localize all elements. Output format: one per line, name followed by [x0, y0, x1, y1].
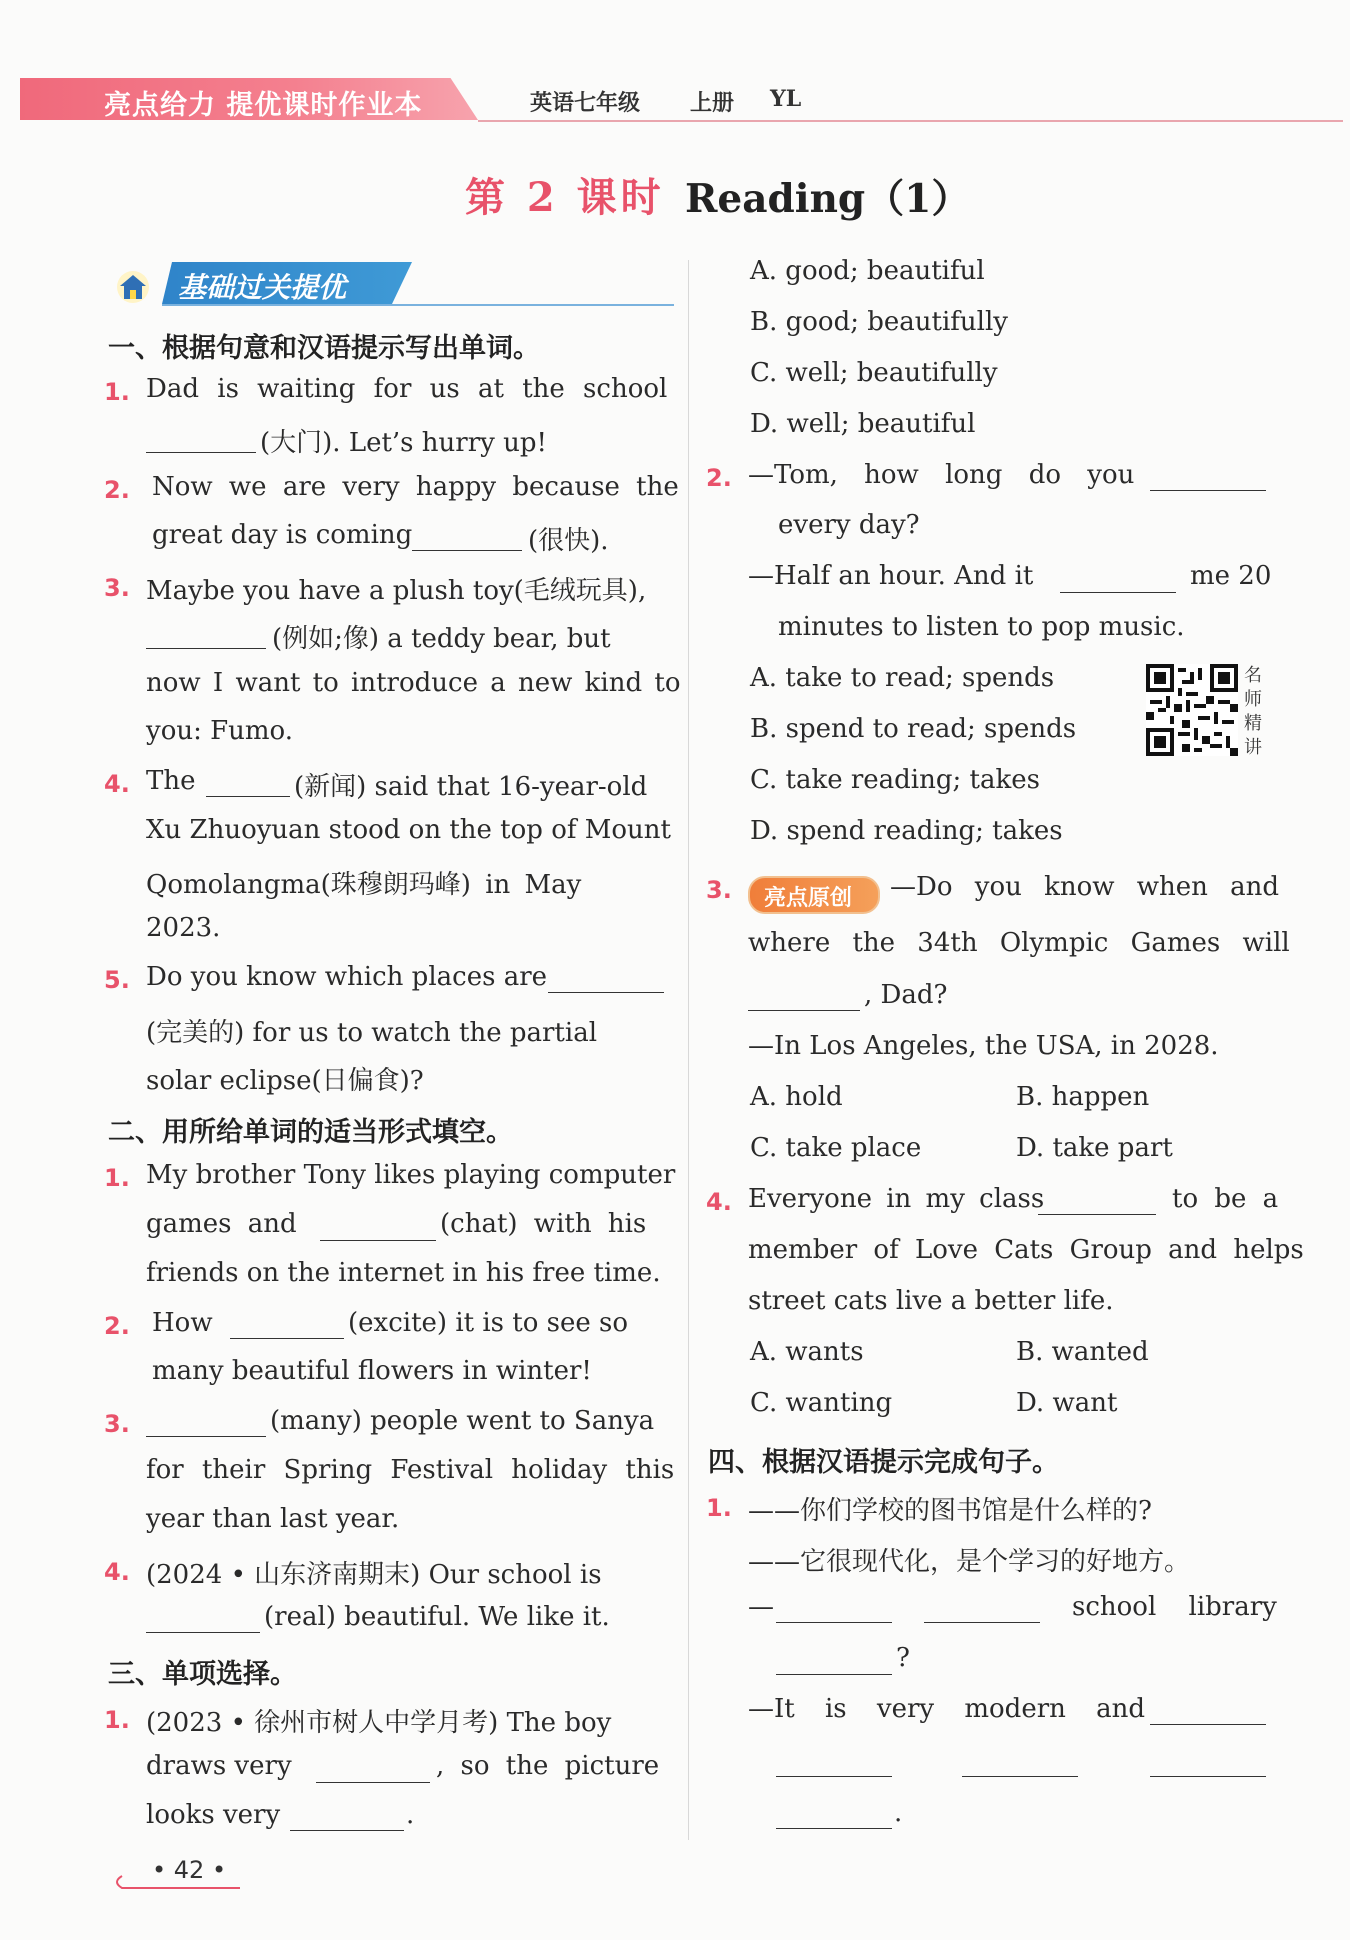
question-text: to be a	[1172, 1184, 1279, 1214]
answer-blank[interactable]	[320, 1240, 436, 1241]
option-b[interactable]: B. spend to read; spends	[750, 714, 1077, 744]
section-badge	[108, 258, 674, 308]
answer-blank[interactable]	[316, 1782, 430, 1783]
question-text: —Tom, how long do you	[748, 460, 1135, 490]
badge-rule	[162, 304, 674, 306]
section-heading: 四、根据汉语提示完成句子。	[708, 1447, 1059, 1478]
question-number: 4.	[104, 770, 130, 798]
question-text: (例如;像) a teddy bear, but	[272, 624, 611, 654]
section-heading: 三、单项选择。	[108, 1659, 297, 1690]
question-number: 4.	[104, 1558, 130, 1586]
question-text: (2024 • 山东济南期末) Our school is	[146, 1560, 602, 1590]
question-number: 5.	[104, 966, 130, 994]
question-text: Xu Zhuoyuan stood on the top of Mount	[146, 815, 671, 845]
question-text: games and	[146, 1209, 297, 1239]
question-text: friends on the internet in his free time.	[146, 1258, 661, 1288]
option-b[interactable]: B. wanted	[1016, 1337, 1149, 1367]
house-icon	[116, 270, 150, 304]
question-text: Everyone in my class	[748, 1184, 1045, 1214]
option-c[interactable]: C. wanting	[750, 1388, 893, 1418]
answer-blank[interactable]	[146, 1436, 266, 1437]
question-text: The	[146, 766, 196, 796]
question-number: 3.	[706, 876, 732, 904]
option-d[interactable]: D. spend reading; takes	[750, 816, 1063, 846]
question-text: My brother Tony likes playing computer	[146, 1160, 676, 1190]
question-text: (2023 • 徐州市树人中学月考) The boy	[146, 1708, 612, 1738]
question-text: 2023.	[146, 913, 221, 943]
answer-blank[interactable]	[412, 550, 522, 551]
section-heading: 二、用所给单词的适当形式填空。	[108, 1117, 513, 1148]
question-text: solar eclipse(日偏食)?	[146, 1066, 424, 1096]
answer-blank[interactable]	[776, 1828, 892, 1829]
question-number: 1.	[104, 1164, 130, 1192]
answer-blank[interactable]	[776, 1622, 892, 1623]
answer-blank[interactable]	[1060, 592, 1176, 593]
answer-blank[interactable]	[548, 992, 664, 993]
option-a[interactable]: A. wants	[750, 1337, 864, 1367]
answer-blank[interactable]	[1150, 1776, 1266, 1777]
question-text: ?	[896, 1643, 910, 1673]
option-c[interactable]: C. well; beautifully	[750, 358, 998, 388]
question-number: 3.	[104, 574, 130, 602]
question-number: 1.	[104, 1706, 130, 1734]
question-text: for their Spring Festival holiday this	[146, 1455, 675, 1485]
question-number: 4.	[706, 1188, 732, 1216]
question-text: every day?	[778, 510, 920, 540]
original-tag-label: 亮点原创	[764, 886, 853, 911]
question-text: (chat) with his	[440, 1209, 647, 1239]
answer-blank[interactable]	[230, 1338, 344, 1339]
question-text: —It is very modern and	[748, 1694, 1146, 1724]
question-text: ——它很现代化，是个学习的好地方。	[748, 1547, 1191, 1577]
answer-blank[interactable]	[748, 1010, 860, 1011]
question-text: member of Love Cats Group and helps	[748, 1235, 1304, 1265]
question-number: 2.	[104, 1312, 130, 1340]
question-text: me 20	[1190, 561, 1272, 591]
option-d[interactable]: D. well; beautiful	[750, 409, 976, 439]
question-number: 2.	[706, 464, 732, 492]
option-c[interactable]: C. take place	[750, 1133, 922, 1163]
question-text: you: Fumo.	[146, 716, 294, 746]
question-text: street cats live a better life.	[748, 1286, 1114, 1316]
option-a[interactable]: A. hold	[750, 1082, 843, 1112]
qr-code-icon[interactable]	[1146, 664, 1238, 756]
header-volume: 上册	[690, 91, 735, 116]
column-divider	[688, 260, 689, 1840]
question-text: Qomolangma(珠穆朗玛峰) in May	[146, 870, 582, 900]
lesson-subtitle: Reading（1）	[685, 176, 971, 222]
question-text: —In Los Angeles, the USA, in 2028.	[748, 1031, 1219, 1061]
question-text: where the 34th Olympic Games will	[748, 928, 1290, 958]
section-heading: 一、根据句意和汉语提示写出单词。	[108, 333, 540, 364]
question-text: many beautiful flowers in winter!	[152, 1356, 592, 1386]
question-text: great day is coming	[152, 520, 413, 550]
header-subject: 英语七年级	[530, 91, 641, 116]
question-number: 3.	[104, 1410, 130, 1438]
option-a[interactable]: A. good; beautiful	[750, 256, 985, 286]
answer-blank[interactable]	[290, 1830, 404, 1831]
answer-blank[interactable]	[206, 796, 290, 797]
question-text: minutes to listen to pop music.	[778, 612, 1185, 642]
question-number: 1.	[706, 1494, 732, 1522]
option-a[interactable]: A. take to read; spends	[750, 663, 1055, 693]
question-text: (many) people went to Sanya	[270, 1406, 655, 1436]
answer-blank[interactable]	[146, 1632, 260, 1633]
question-text: Dad is waiting for us at the school	[146, 374, 668, 404]
question-text: Now we are very happy because the	[152, 472, 679, 502]
page-number: • 42 •	[152, 1856, 227, 1884]
answer-blank[interactable]	[776, 1776, 892, 1777]
question-number: 2.	[104, 476, 130, 504]
question-number: 1.	[104, 378, 130, 406]
question-text: Maybe you have a plush toy(毛绒玩具),	[146, 576, 647, 606]
answer-blank[interactable]	[776, 1674, 892, 1675]
answer-blank[interactable]	[146, 452, 256, 453]
answer-blank[interactable]	[146, 648, 266, 649]
question-text: —	[748, 1592, 774, 1622]
badge-label: 基础过关提优	[178, 271, 347, 304]
question-text: .	[894, 1798, 903, 1828]
answer-blank[interactable]	[1150, 1724, 1266, 1725]
header-code: YL	[770, 86, 802, 112]
question-text: school library	[1072, 1592, 1277, 1622]
option-b[interactable]: B. happen	[1016, 1082, 1150, 1112]
question-text: (大门). Let’s hurry up!	[260, 428, 547, 458]
question-text: , so the picture	[436, 1751, 660, 1781]
question-text: (很快).	[528, 526, 609, 556]
question-text: looks very	[146, 1800, 281, 1830]
option-d[interactable]: D. take part	[1016, 1133, 1173, 1163]
question-text: (excite) it is to see so	[348, 1308, 629, 1338]
answer-blank[interactable]	[1038, 1214, 1156, 1215]
question-text: draws very	[146, 1751, 292, 1781]
question-text: ——你们学校的图书馆是什么样的?	[748, 1496, 1152, 1526]
original-tag	[748, 876, 880, 914]
question-text: (real) beautiful. We like it.	[264, 1602, 610, 1632]
answer-blank[interactable]	[1150, 490, 1266, 491]
header-title: 亮点给力 提优课时作业本	[104, 90, 423, 121]
question-text: (完美的) for us to watch the partial	[146, 1018, 598, 1048]
qr-label: 名师精讲	[1244, 665, 1262, 758]
question-text: —Do you know when and	[890, 872, 1280, 902]
option-b[interactable]: B. good; beautifully	[750, 307, 1008, 337]
answer-blank[interactable]	[924, 1622, 1040, 1623]
question-text: now I want to introduce a new kind to	[146, 668, 681, 698]
lesson-title: 第 2 课时	[465, 174, 665, 221]
question-text: How	[152, 1308, 213, 1338]
question-text: .	[406, 1800, 415, 1830]
answer-blank[interactable]	[962, 1776, 1078, 1777]
question-text: , Dad?	[864, 980, 948, 1010]
question-text: —Half an hour. And it	[748, 561, 1034, 591]
header-rule	[478, 120, 1343, 122]
option-c[interactable]: C. take reading; takes	[750, 765, 1040, 795]
question-text: (新闻) said that 16-year-old	[294, 772, 648, 802]
option-d[interactable]: D. want	[1016, 1388, 1118, 1418]
question-text: Do you know which places are	[146, 962, 548, 992]
question-text: year than last year.	[146, 1504, 400, 1534]
